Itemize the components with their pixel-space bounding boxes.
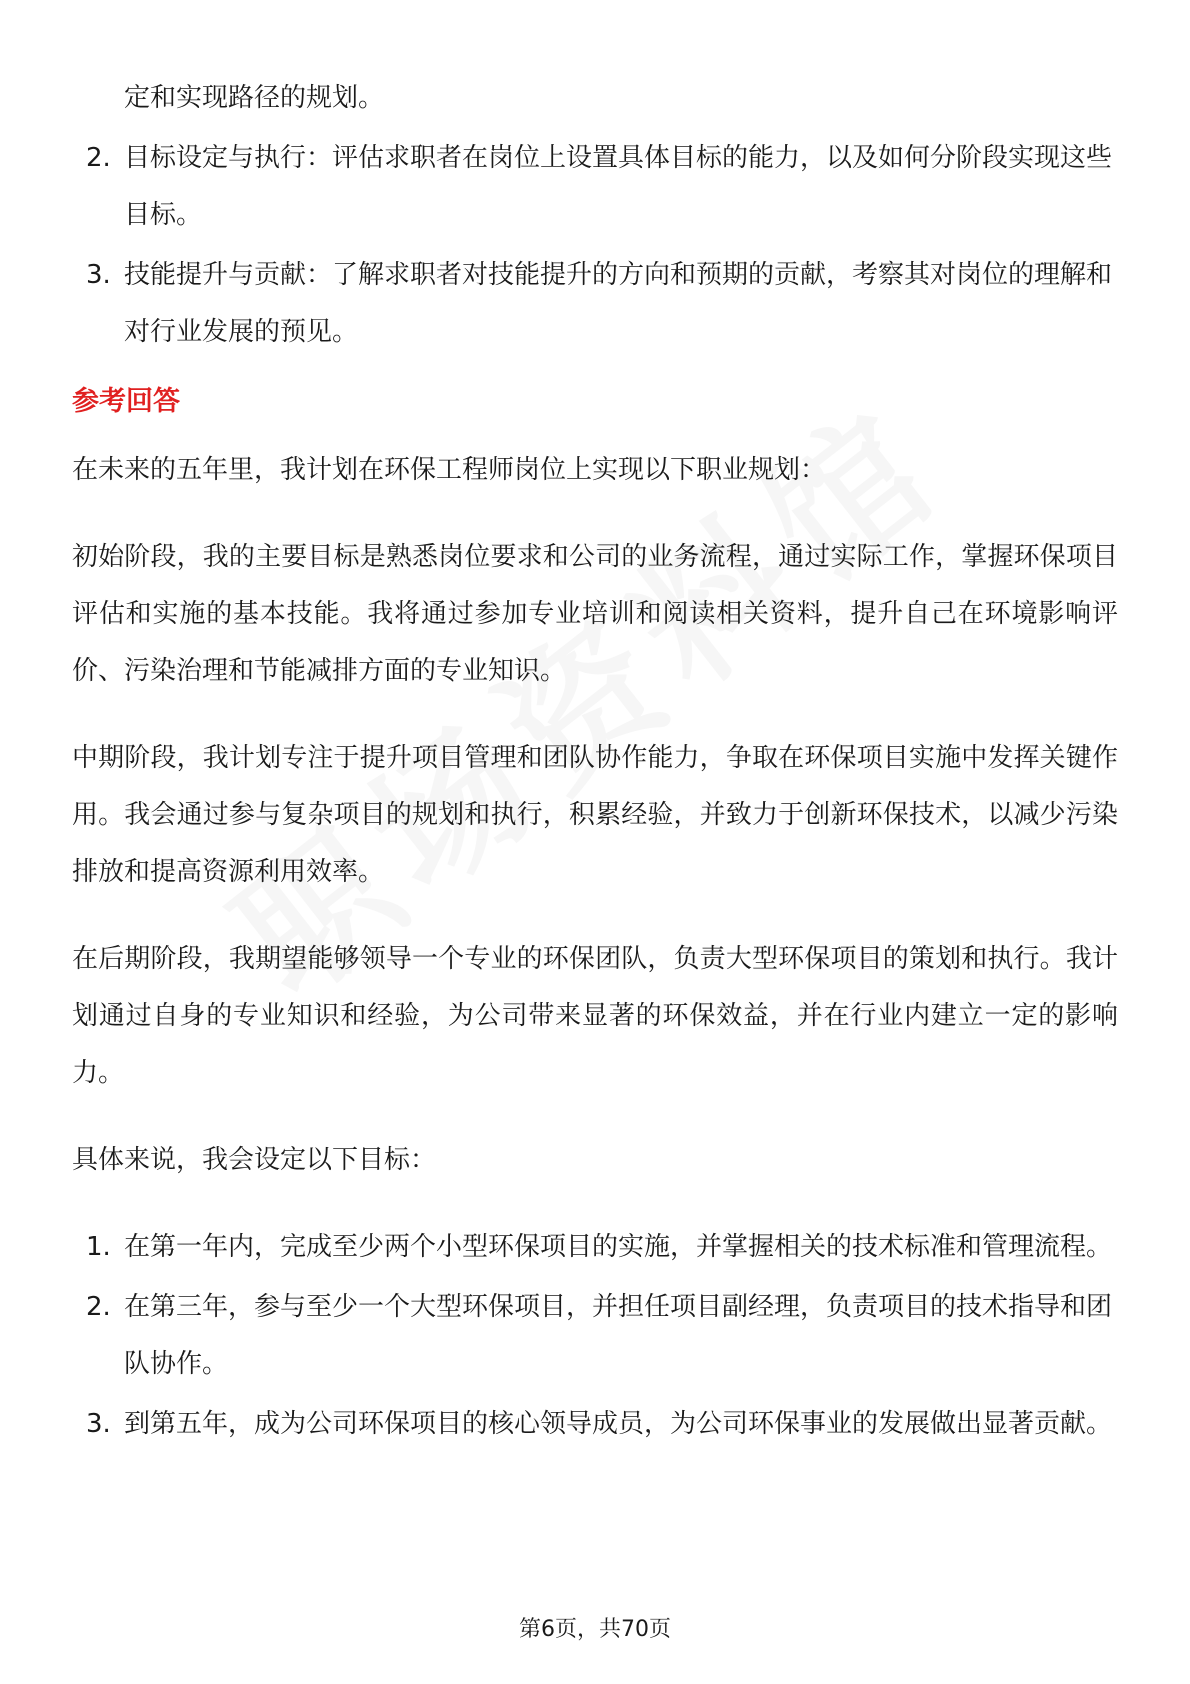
list-item bbox=[72, 130, 1118, 244]
list-item-text: 在第三年，参与至少一个大型环保项目，并担任项目副经理，负责项目的技术指导和团队协作。 bbox=[124, 1292, 1113, 1379]
stage-paragraph-late: 在后期阶段，我期望能够领导一个专业的环保团队，负责大型环保项目的策划和执行。我计划通过自身的专业知识和经验，为公司带来显著的环保效益，并在行业内建立一定的影响力。 bbox=[72, 944, 1118, 1088]
list-number: 3. bbox=[86, 260, 111, 290]
list-item bbox=[72, 247, 1118, 361]
list-item-text: 技能提升与贡献：了解求职者对技能提升的方向和预期的贡献，考察其对岗位的理解和对行业发展的预见。 bbox=[124, 260, 1113, 347]
criteria-list bbox=[72, 130, 1118, 361]
answer-intro: 在未来的五年里，我计划在环保工程师岗位上实现以下职业规划： bbox=[72, 455, 827, 485]
goals-list bbox=[72, 1219, 1118, 1453]
list-item-text: 在第一年内，完成至少两个小型环保项目的实施，并掌握相关的技术标准和管理流程。 bbox=[124, 1232, 1113, 1262]
list-number: 3. bbox=[86, 1409, 111, 1439]
intro-continuation: 定和实现路径的规划。 bbox=[124, 83, 385, 113]
list-number: 2. bbox=[86, 1292, 111, 1322]
section-heading: 参考回答 bbox=[72, 386, 180, 417]
list-number: 1. bbox=[86, 1232, 111, 1262]
stage-paragraph-initial: 初始阶段，我的主要目标是熟悉岗位要求和公司的业务流程，通过实际工作，掌握环保项目评估和实施的基本技能。我将通过参加专业培训和阅读相关资料，提升自己在环境影响评价、污染治理和节能减排方面的专业知识。 bbox=[72, 542, 1118, 686]
goals-intro: 具体来说，我会设定以下目标： bbox=[72, 1145, 437, 1175]
stage-paragraph-middle: 中期阶段，我计划专注于提升项目管理和团队协作能力，争取在环保项目实施中发挥关键作用。我会通过参与复杂项目的规划和执行，积累经验，并致力于创新环保技术，以减少污染排放和提高资源利用效率。 bbox=[72, 743, 1118, 887]
page-number-footer: 第6页，共70页 bbox=[519, 1617, 671, 1642]
list-number: 2. bbox=[86, 143, 111, 173]
list-item bbox=[72, 1219, 1118, 1276]
document-body bbox=[72, 70, 1118, 1453]
list-item-text: 到第五年，成为公司环保项目的核心领导成员，为公司环保事业的发展做出显著贡献。 bbox=[124, 1409, 1113, 1439]
list-item bbox=[72, 1279, 1118, 1393]
list-item-text: 目标设定与执行：评估求职者在岗位上设置具体目标的能力，以及如何分阶段实现这些目标。 bbox=[124, 143, 1113, 230]
list-item bbox=[72, 1396, 1118, 1453]
